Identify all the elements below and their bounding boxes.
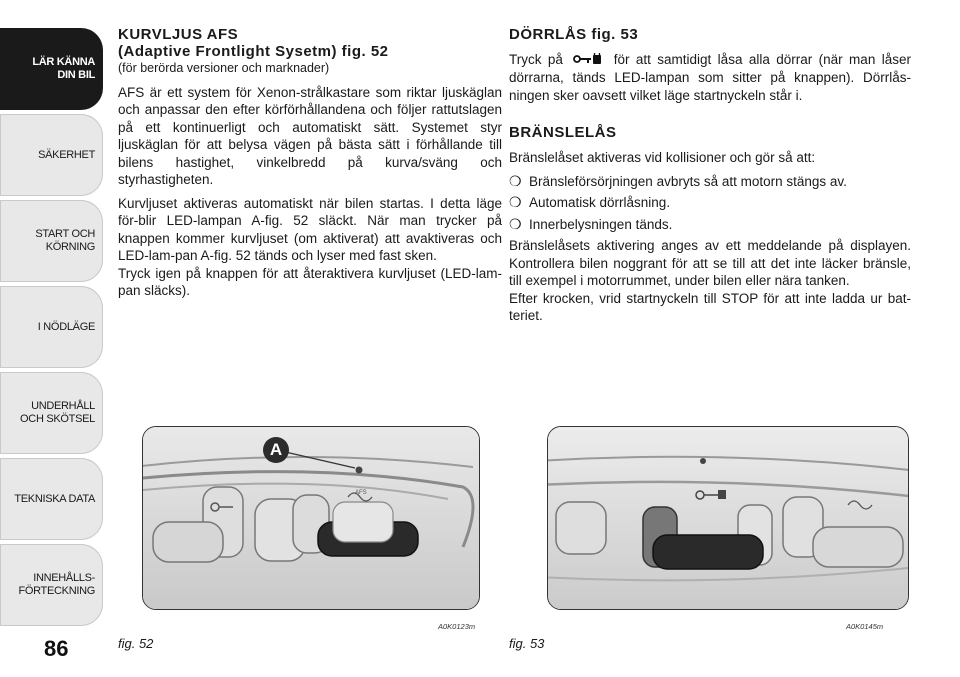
page-number: 86	[44, 636, 69, 661]
paragraph: Efter krocken, vrid startnyckeln till STOP för att inte ladda ur bat-teriet.	[509, 290, 911, 324]
paragraph: Bränslelåsets aktivering anges av ett meddelande på displayen. Kontrollera bilen noggrant för att se till att det inte läcker bränsle, till exempel i motorrummet, under bilen eller nära tanken.	[509, 238, 911, 289]
section-subtitle: (för berörda versioner och marknader)	[118, 61, 330, 75]
paragraph: Bränslelåset aktiveras vid kollisioner och gör så att:	[509, 150, 816, 166]
svg-text:AFS: AFS	[355, 490, 367, 496]
key-lock-icon	[573, 52, 603, 70]
section-heading-afs-sub: (Adaptive Frontlight Sysetm) fig. 52	[118, 43, 389, 60]
paragraph: AFS är ett system för Xenon-strålkastare som riktar ljuskäglan och anpassar den efter körförhållandena och följer rattutslagen på ett kontinuerligt och automatiskt sätt. Systemet styr ljuskäglan för att belysa vägen på bästa sätt i förhållande till bilens hastighet, vinkelbredd på kurva/sväng och styrhastigheten.	[118, 84, 502, 187]
tab-lar-kanna-din-bil[interactable]: LÄR KÄNNA DIN BIL	[0, 28, 103, 110]
tab-i-nodlage[interactable]: I NÖDLÄGE	[0, 286, 103, 368]
paragraph-text: för att samtidigt låsa alla dörrar (när man låser dörrarna, tänds LED-lampan som sitter på knappen). Dörrlås-ningen sker oavsett vilket läge startnyckeln står i.	[509, 52, 911, 103]
paragraph: Kurvljuset aktiveras automatiskt när bilen startas. I detta läge för-blir LED-lampan A-fig. 52 släckt. När man trycker på knappen kommer kurvljuset (om aktiverat) att avaktiveras och LED-lam-pan A-fig. 52 tänds och lyser med fast sken.	[118, 195, 502, 263]
list-item: ❍ Bränsleförsörjningen avbryts så att motorn stängs av.	[509, 173, 911, 191]
figure-code: A0K0145m	[846, 622, 884, 631]
section-heading-afs: KURVLJUS AFS	[118, 26, 239, 43]
led-marker-icon: A	[263, 437, 289, 463]
bullet-list	[509, 173, 911, 234]
figure-53-door-lock-button	[547, 426, 909, 610]
paragraph	[509, 51, 911, 104]
figure-code: A0K0123m	[438, 622, 476, 631]
tab-tekniska-data[interactable]: TEKNISKA DATA	[0, 458, 103, 540]
section-heading-dorrlas: DÖRRLÅS fig. 53	[509, 26, 639, 43]
tab-innehallsforteckning[interactable]: INNEHÅLLS- FÖRTECKNING	[0, 544, 103, 626]
right-column	[509, 26, 911, 331]
figure-caption: fig. 53	[509, 636, 545, 651]
figure-52-afs-button	[142, 426, 480, 610]
tab-underhall[interactable]: UNDERHÅLL OCH SKÖTSEL	[0, 372, 103, 454]
tab-start-och-korning[interactable]: START OCH KÖRNING	[0, 200, 103, 282]
figure-caption: fig. 52	[118, 636, 154, 651]
list-item: ❍ Innerbelysningen tänds.	[509, 216, 911, 234]
paragraph: Tryck igen på knappen för att återaktivera kurvljuset (LED-lam-pan släcks).	[118, 265, 502, 298]
paragraph-text: Tryck på	[509, 52, 563, 67]
section-heading-branslelas: BRÄNSLELÅS	[509, 124, 617, 142]
tab-sakerhet[interactable]: SÄKERHET	[0, 114, 103, 196]
left-column	[118, 26, 502, 306]
list-item: ❍ Automatisk dörrlåsning.	[509, 194, 911, 212]
